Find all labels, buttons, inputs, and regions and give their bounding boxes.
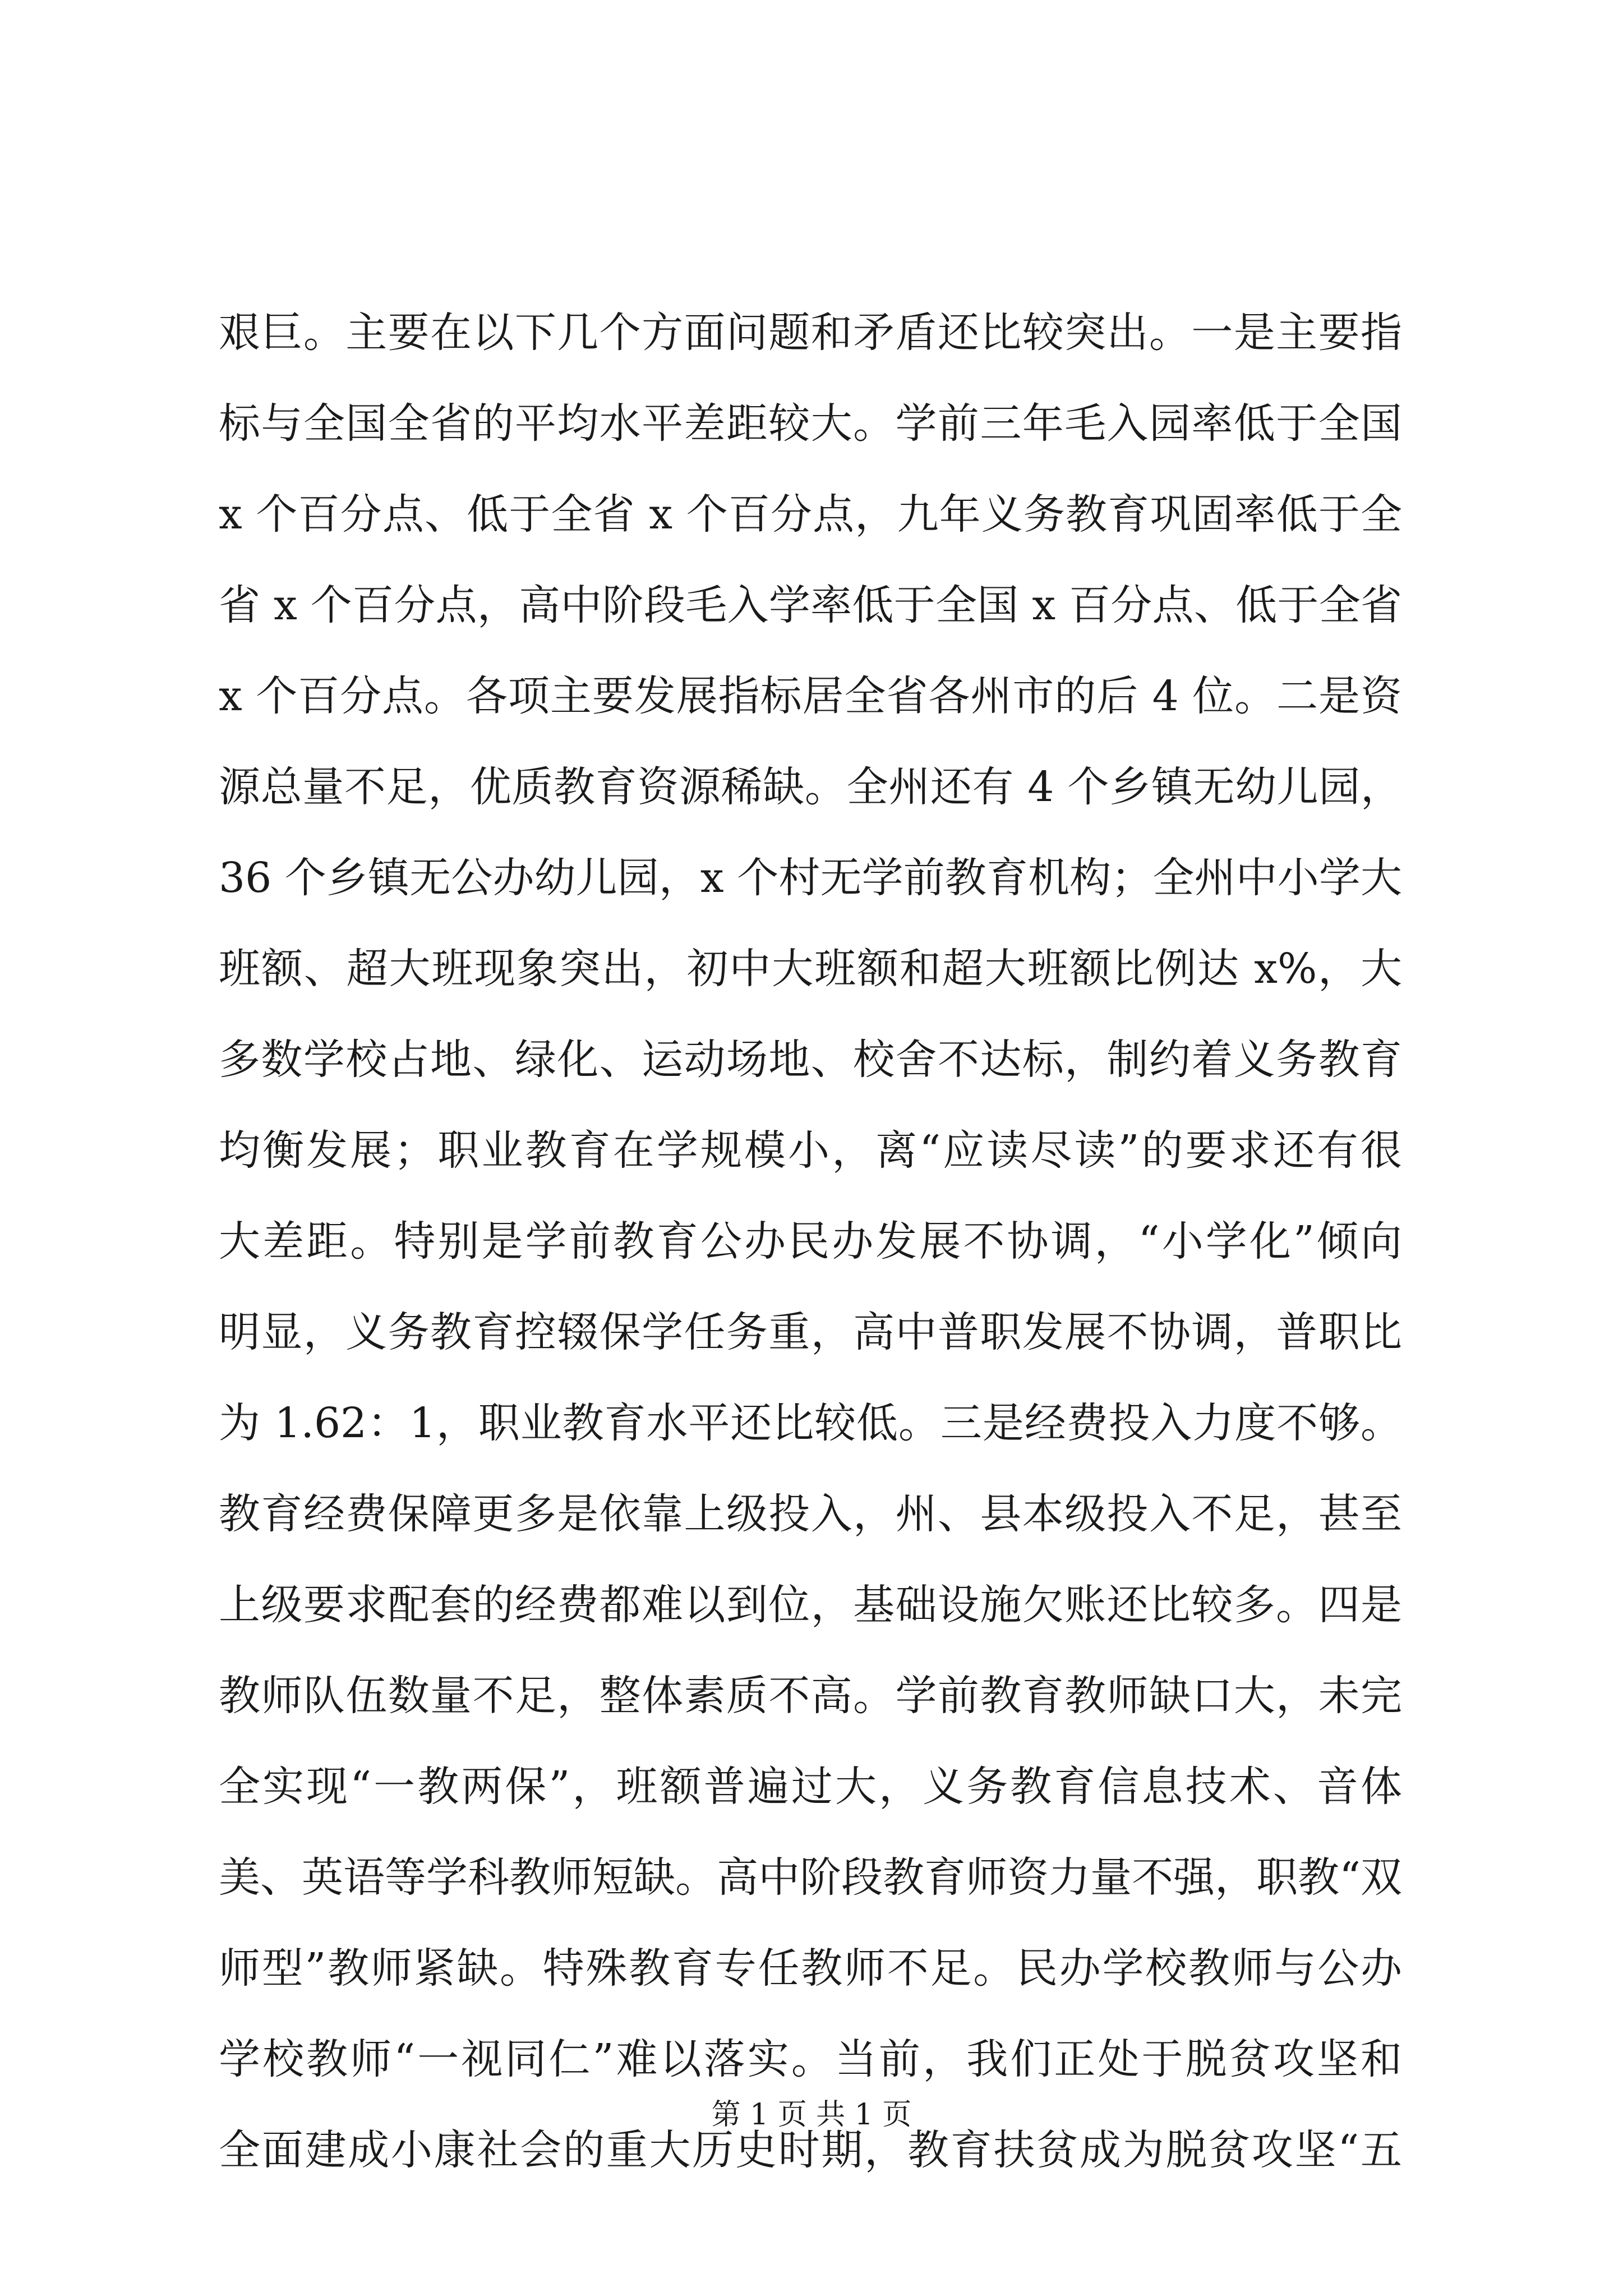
text-line: 艰巨。主要在以下几个方面问题和矛盾还比较突出。一是主要指 — [219, 309, 1402, 357]
text-line: 明显，义务教育控辍保学任务重，高中普职发展不协调，普职比 — [219, 1308, 1402, 1356]
text-line: 教育经费保障更多是依靠上级投入，州、县本级投入不足，甚至 — [219, 1490, 1402, 1538]
text-line: 大差距。特别是学前教育公办民办发展不协调，“小学化”倾向 — [219, 1217, 1402, 1266]
text-line: 为 1.62：1，职业教育水平还比较低。三是经费投入力度不够。 — [219, 1399, 1402, 1447]
text-line: 36 个乡镇无公办幼儿园，x 个村无学前教育机构；全州中小学大 — [219, 854, 1402, 902]
text-line: 学校教师“一视同仁”难以落实。当前，我们正处于脱贫攻坚和 — [219, 2035, 1402, 2083]
text-line: 师型”教师紧缺。特殊教育专任教师不足。民办学校教师与公办 — [219, 1944, 1402, 1993]
text-line: 美、英语等学科教师短缺。高中阶段教育师资力量不强，职教“双 — [219, 1853, 1402, 1902]
text-line: x 个百分点。各项主要发展指标居全省各州市的后 4 位。二是资 — [219, 672, 1402, 720]
text-line: 班额、超大班现象突出，初中大班额和超大班额比例达 x%，大 — [219, 945, 1402, 993]
text-line: 全实现“一教两保”，班额普遍过大，义务教育信息技术、音体 — [219, 1763, 1402, 1811]
text-line: 全面建成小康社会的重大历史时期，教育扶贫成为脱贫攻坚“五 — [219, 2126, 1402, 2174]
text-line: 标与全国全省的平均水平差距较大。学前三年毛入园率低于全国 — [219, 399, 1402, 448]
text-line: x 个百分点、低于全省 x 个百分点，九年义务教育巩固率低于全 — [219, 490, 1402, 539]
text-line: 多数学校占地、绿化、运动场地、校舍不达标，制约着义务教育 — [219, 1036, 1402, 1084]
body-text — [219, 287, 1402, 2196]
text-line: 省 x 个百分点，高中阶段毛入学率低于全国 x 百分点、低于全省 — [219, 581, 1402, 629]
text-line: 教师队伍数量不足，整体素质不高。学前教育教师缺口大，未完 — [219, 1672, 1402, 1720]
text-line: 上级要求配套的经费都难以到位，基础设施欠账还比较多。四是 — [219, 1581, 1402, 1629]
page-footer: 第 1 页 共 1 页 — [711, 2098, 912, 2132]
text-line: 源总量不足，优质教育资源稀缺。全州还有 4 个乡镇无幼儿园， — [219, 763, 1402, 811]
text-line: 均衡发展；职业教育在学规模小，离“应读尽读”的要求还有很 — [219, 1126, 1402, 1175]
